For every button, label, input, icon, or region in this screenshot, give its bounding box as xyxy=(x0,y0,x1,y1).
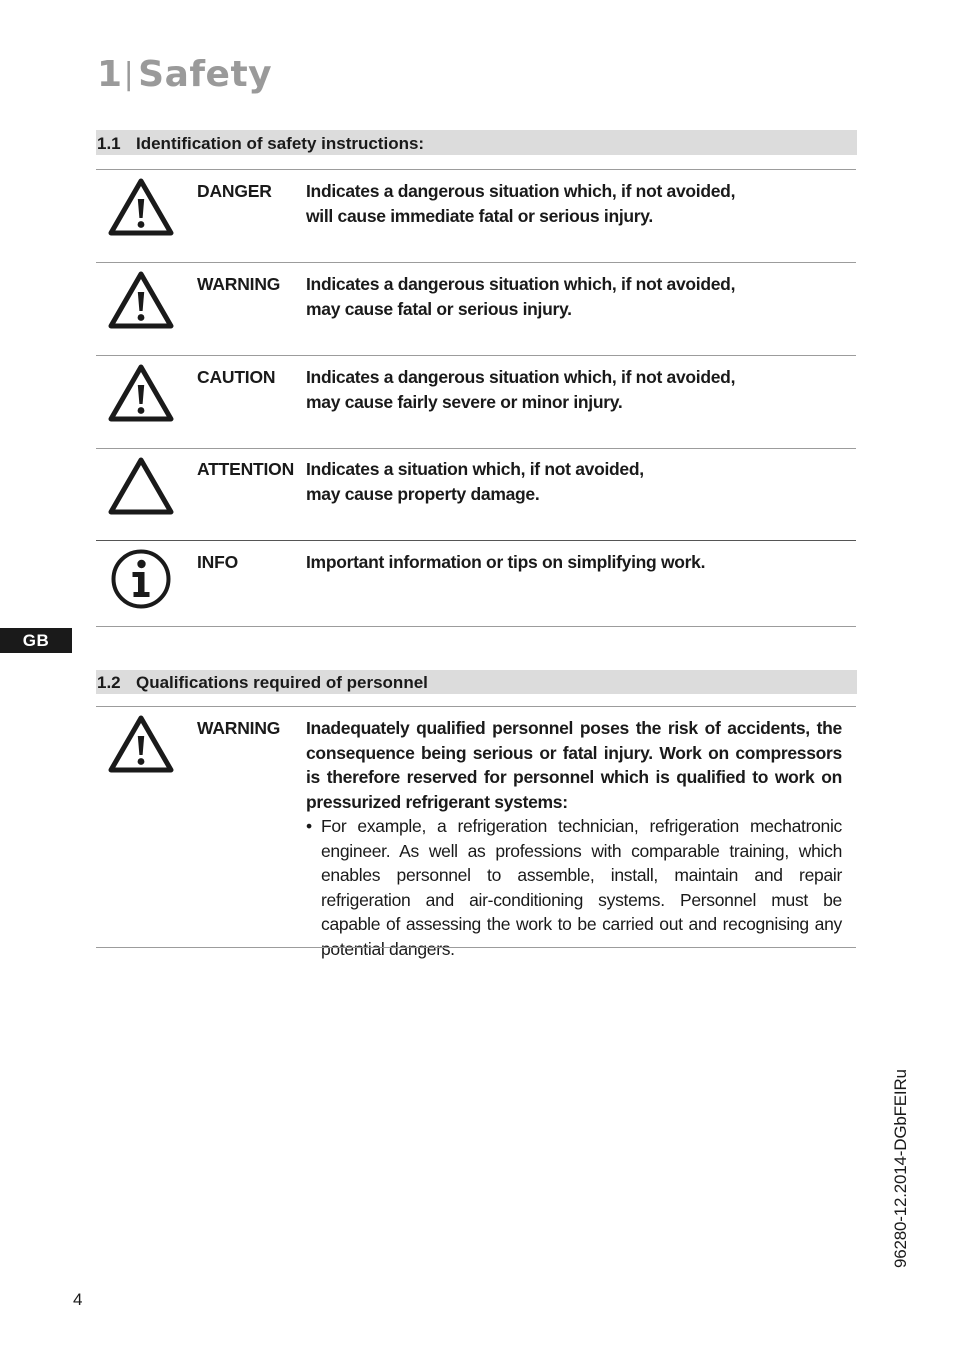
divider xyxy=(96,947,856,948)
entry-text-line: Indicates a dangerous situation which, if not avoided, xyxy=(306,274,736,294)
section-title: Qualifications required of personnel xyxy=(136,673,428,692)
language-tab: GB xyxy=(0,628,72,653)
page-number: 4 xyxy=(73,1290,83,1309)
document-code: 96280-12.2014-DGbFEIRu xyxy=(891,1069,910,1268)
divider xyxy=(96,540,856,541)
safety-entry-info xyxy=(96,542,856,626)
section-number: 1.1 xyxy=(97,134,121,153)
section-header-identification xyxy=(96,130,857,155)
entry-text-line: may cause fatal or serious injury. xyxy=(306,298,572,319)
entry-text-line: Indicates a dangerous situation which, if not avoided, xyxy=(306,181,736,201)
entry-text-line: may cause property damage. xyxy=(306,483,540,504)
section-number: 1.2 xyxy=(97,673,121,692)
chapter-number: 1 xyxy=(97,54,123,95)
entry-text-line: Indicates a situation which, if not avoided, xyxy=(306,459,644,479)
entry-text-line: Important information or tips on simplifying work. xyxy=(306,552,706,572)
entry-label: CAUTION xyxy=(197,367,276,387)
qualification-warning-text: Inadequately qualified personnel poses the risk of accidents, the consequence being serious or fatal injury. Work on compressors is therefore reserved for personnel which is qualified to work on pressurized refrigerant systems: xyxy=(306,718,842,812)
entry-label: INFO xyxy=(197,552,239,572)
section-header-qualifications xyxy=(96,670,857,694)
info-icon xyxy=(110,548,172,610)
safety-entry-danger xyxy=(96,170,856,262)
entry-text-line: will cause immediate fatal or serious injury. xyxy=(306,205,653,226)
warning-triangle-icon xyxy=(108,177,174,237)
bullet-marker: • xyxy=(306,816,312,836)
empty-triangle-icon xyxy=(108,456,174,516)
warning-triangle-icon xyxy=(108,363,174,423)
entry-label: WARNING xyxy=(197,718,281,738)
chapter-separator: | xyxy=(123,57,135,92)
safety-entry-caution xyxy=(96,356,856,448)
qualification-bullet-item xyxy=(306,814,842,961)
entry-label: WARNING xyxy=(197,274,281,294)
chapter-title-text: Safety xyxy=(138,54,273,95)
entry-label: ATTENTION xyxy=(197,459,295,479)
warning-triangle-icon xyxy=(108,714,174,774)
bullet-text: For example, a refrigeration technician, refrigeration mechatronic engineer. As well as professions with comparable training, which enables personnel to assemble, install, maintain and repair refrigeration and air-conditioning systems. Personnel must be capable of assessing the work to be carried out and recognising any potential dangers. xyxy=(321,816,842,959)
section-title: Identification of safety instructions: xyxy=(136,134,425,153)
safety-entry-warning xyxy=(96,263,856,355)
safety-entry-attention xyxy=(96,449,856,541)
entry-text-line: Indicates a dangerous situation which, if not avoided, xyxy=(306,367,736,387)
divider xyxy=(96,626,856,627)
chapter-title xyxy=(97,54,272,95)
entry-label: DANGER xyxy=(197,181,272,201)
entry-text-line: may cause fairly severe or minor injury. xyxy=(306,391,623,412)
warning-triangle-icon xyxy=(108,270,174,330)
